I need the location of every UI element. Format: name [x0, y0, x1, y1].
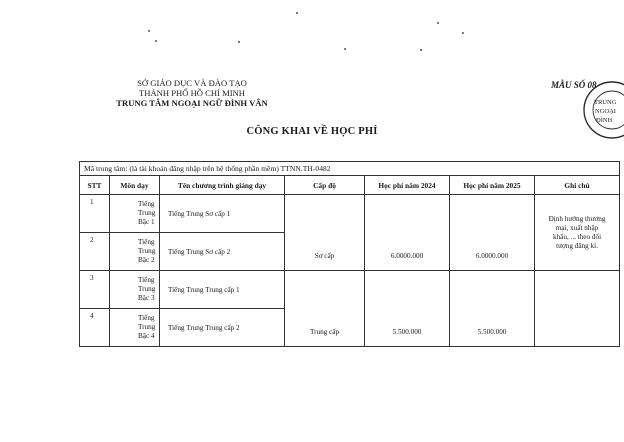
center-code-row: [80, 162, 620, 176]
seal-text-1: TRUNG: [594, 99, 617, 106]
col-header-program: Tên chương trình giảng dạy: [160, 176, 285, 195]
program-cell: Tiếng Trung Trung cấp 1: [160, 271, 285, 309]
subject-level: Bậc 1: [138, 218, 155, 226]
note-line: tượng đăng kí.: [556, 241, 598, 250]
scan-speck: [437, 22, 439, 24]
col-header-fee-2024: Học phí năm 2024: [365, 176, 450, 195]
scan-speck: [155, 40, 157, 42]
document-title: CÔNG KHAI VỀ HỌC PHÍ: [246, 126, 378, 137]
table-row: [80, 271, 620, 309]
note-line: Định hướng thương: [548, 214, 606, 223]
subject-level: Bậc 4: [138, 332, 155, 340]
stt-cell: 1: [80, 195, 110, 233]
level-cell: Trung cấp: [285, 271, 365, 347]
subject-cell: [110, 195, 160, 233]
subject-name: Tiếng Trung: [138, 314, 156, 331]
stt-cell: 2: [80, 233, 110, 271]
stt-cell: 4: [80, 309, 110, 347]
scan-speck: [462, 32, 464, 34]
scan-speck: [238, 41, 240, 43]
subject-cell: [110, 233, 160, 271]
note-cell-empty: [535, 271, 620, 347]
subject-level: Bậc 2: [138, 256, 155, 264]
col-header-note: Ghi chú: [535, 176, 620, 195]
note-line: khẩu, ... theo đối: [552, 232, 602, 241]
subject-name: Tiếng Trung: [138, 200, 156, 217]
subject-level: Bậc 3: [138, 294, 155, 302]
department-line: SỞ GIÁO DỤC VÀ ĐÀO TẠO: [137, 78, 247, 88]
scan-speck: [344, 48, 346, 50]
issuer-header: [112, 78, 272, 108]
scan-speck: [420, 49, 422, 51]
program-cell: Tiếng Trung Sơ cấp 1: [160, 195, 285, 233]
table-header-row: [80, 176, 620, 195]
center-name: TRUNG TÂM NGOẠI NGỮ ĐÌNH VÂN: [116, 98, 268, 108]
seal-text-2: NGOẠI: [595, 108, 616, 115]
subject-cell: [110, 309, 160, 347]
note-line: mại, xuất nhập: [555, 223, 599, 232]
note-cell: [535, 195, 620, 271]
col-header-level: Cấp độ: [285, 176, 365, 195]
fee-2024-cell: 6.0000.000: [365, 195, 450, 271]
fee-table-wrapper: [79, 161, 619, 347]
program-cell: Tiếng Trung Trung cấp 2: [160, 309, 285, 347]
subject-name: Tiếng Trung: [138, 238, 156, 255]
city-line: THÀNH PHỐ HỒ CHÍ MINH: [139, 88, 245, 98]
form-number: MẪU SỐ 08: [551, 80, 597, 90]
subject-name: Tiếng Trung: [138, 276, 156, 293]
fee-2025-cell: 6.0000.000: [450, 195, 535, 271]
col-header-fee-2025: Học phí năm 2025: [450, 176, 535, 195]
col-header-stt: STT: [80, 176, 110, 195]
scan-speck: [296, 12, 298, 14]
fee-table: [79, 161, 620, 347]
stt-cell: 3: [80, 271, 110, 309]
col-header-subject: Môn dạy: [110, 176, 160, 195]
level-cell: Sơ cấp: [285, 195, 365, 271]
scan-speck: [148, 30, 150, 32]
fee-2024-cell: 5.500.000: [365, 271, 450, 347]
table-row: [80, 195, 620, 233]
fee-2025-cell: 5.500.000: [450, 271, 535, 347]
program-cell: Tiếng Trung Sơ cấp 2: [160, 233, 285, 271]
center-code-cell: Mã trung tâm: (là tài khoản đăng nhập trên hệ thống phần mềm) TTNN.TH-0482: [80, 162, 620, 176]
seal-text-3: ĐÌNH: [596, 117, 613, 124]
subject-cell: [110, 271, 160, 309]
